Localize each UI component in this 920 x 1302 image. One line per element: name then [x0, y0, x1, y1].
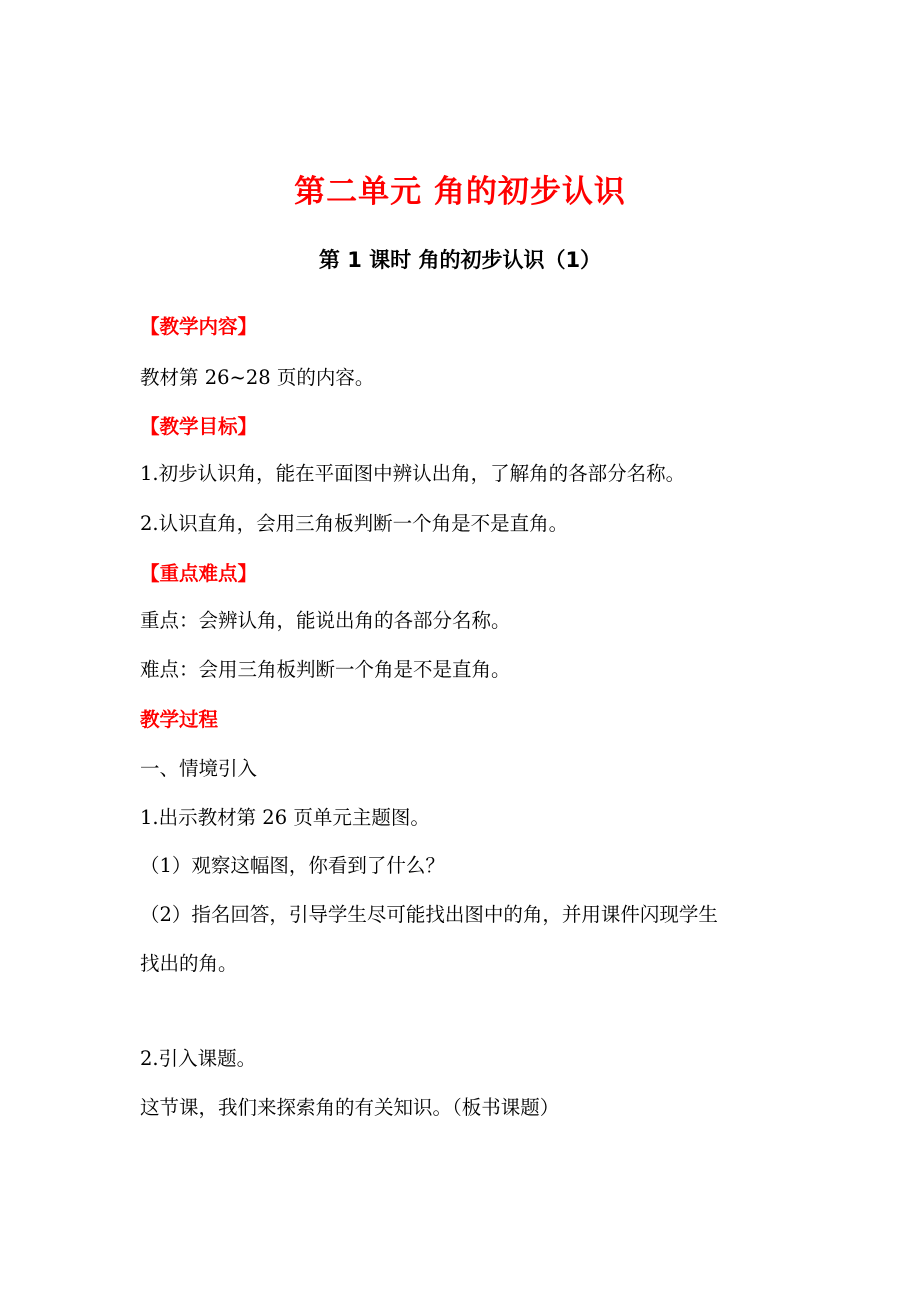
process-line: 2.引入课题。 [140, 1047, 257, 1070]
objective-item: 1.初步认识角，能在平面图中辨认出角，了解角的各部分名称。 [140, 462, 686, 485]
content-heading: 【教学内容】 [140, 315, 258, 338]
process-line: （2）指名回答，引导学生尽可能找出图中的角，并用课件闪现学生 [140, 903, 718, 926]
process-line: 1.出示教材第 26 页单元主题图。 [140, 806, 430, 829]
lesson-subtitle: 第 1 课时 角的初步认识（1） [318, 248, 602, 272]
process-heading: 教学过程 [140, 708, 219, 731]
keypoints-heading: 【重点难点】 [140, 562, 258, 585]
process-line: 一、情境引入 [140, 757, 258, 780]
unit-title: 第二单元 角的初步认识 [294, 174, 626, 210]
process-line: 这节课，我们来探索角的有关知识。（板书课题） [140, 1096, 560, 1119]
keypoint-item: 难点：会用三角板判断一个角是不是直角。 [140, 658, 511, 681]
content-text: 教材第 26~28 页的内容。 [140, 366, 375, 389]
objectives-heading: 【教学目标】 [140, 415, 258, 438]
objective-item: 2.认识直角，会用三角板判断一个角是不是直角。 [140, 512, 569, 535]
process-line: 找出的角。 [140, 952, 238, 975]
keypoint-item: 重点：会辨认角，能说出角的各部分名称。 [140, 609, 511, 632]
process-line: （1）观察这幅图，你看到了什么？ [140, 854, 445, 877]
